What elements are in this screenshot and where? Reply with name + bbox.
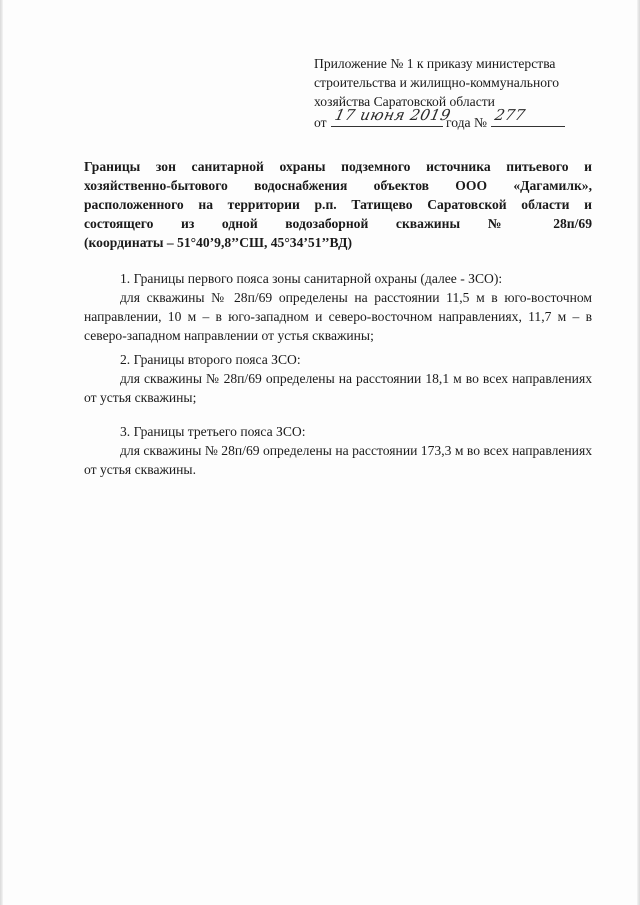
scan-edge-left: [0, 0, 3, 905]
section-third-zone: [84, 422, 592, 479]
title-line-3: расположенного на территории р.п. Татищево Саратовской области и: [84, 197, 592, 212]
from-label: от: [314, 115, 327, 130]
appendix-line-2: строительства и жилищно-коммунального: [314, 75, 560, 90]
title-line-1: Границы зон санитарной охраны подземного источника питьевого и: [84, 159, 592, 174]
section-heading: 1. Границы первого пояса зоны санитарной охраны (далее - ЗСО):: [120, 271, 503, 286]
title-line-2: хозяйственно-бытового водоснабжения объектов ООО «Дагамилк»,: [84, 178, 592, 193]
handwritten-date: 17 июня 2019: [332, 106, 453, 124]
year-number-label: года №: [445, 115, 487, 130]
section-second-zone: [84, 350, 592, 407]
appendix-date-row: [314, 106, 604, 132]
handwritten-number: 277: [493, 106, 528, 124]
section-heading: 2. Границы второго пояса ЗСО:: [120, 352, 301, 367]
date-blank: [331, 106, 453, 127]
section-text: для скважины № 28п/69 определены на расстоянии 11,5 м в юго-восточном направлении, 10 м – в юго-западном и северо-восточном направлениях, 11,7 м – в северо-западном направлении от устья скважины;: [84, 290, 592, 343]
title-line-4: состоящего из одной водозаборной скважины № 28п/69: [84, 216, 592, 231]
number-blank: [491, 106, 565, 127]
document-title: [84, 157, 592, 252]
section-text: для скважины № 28п/69 определены на расстоянии 173,3 м во всех направлениях от устья скважины.: [84, 443, 592, 477]
appendix-line-1: Приложение № 1 к приказу министерства: [314, 56, 556, 71]
title-line-5: (координаты – 51°40’9,8’’СШ, 45°34’51’’ВД): [84, 235, 352, 250]
section-heading: 3. Границы третьего пояса ЗСО:: [120, 424, 306, 439]
section-first-zone: [84, 269, 592, 345]
appendix-line-3: хозяйства Саратовской области: [314, 94, 495, 109]
section-text: для скважины № 28п/69 определены на расстоянии 18,1 м во всех направлениях от устья скважины;: [84, 371, 592, 405]
appendix-header: [314, 54, 604, 132]
